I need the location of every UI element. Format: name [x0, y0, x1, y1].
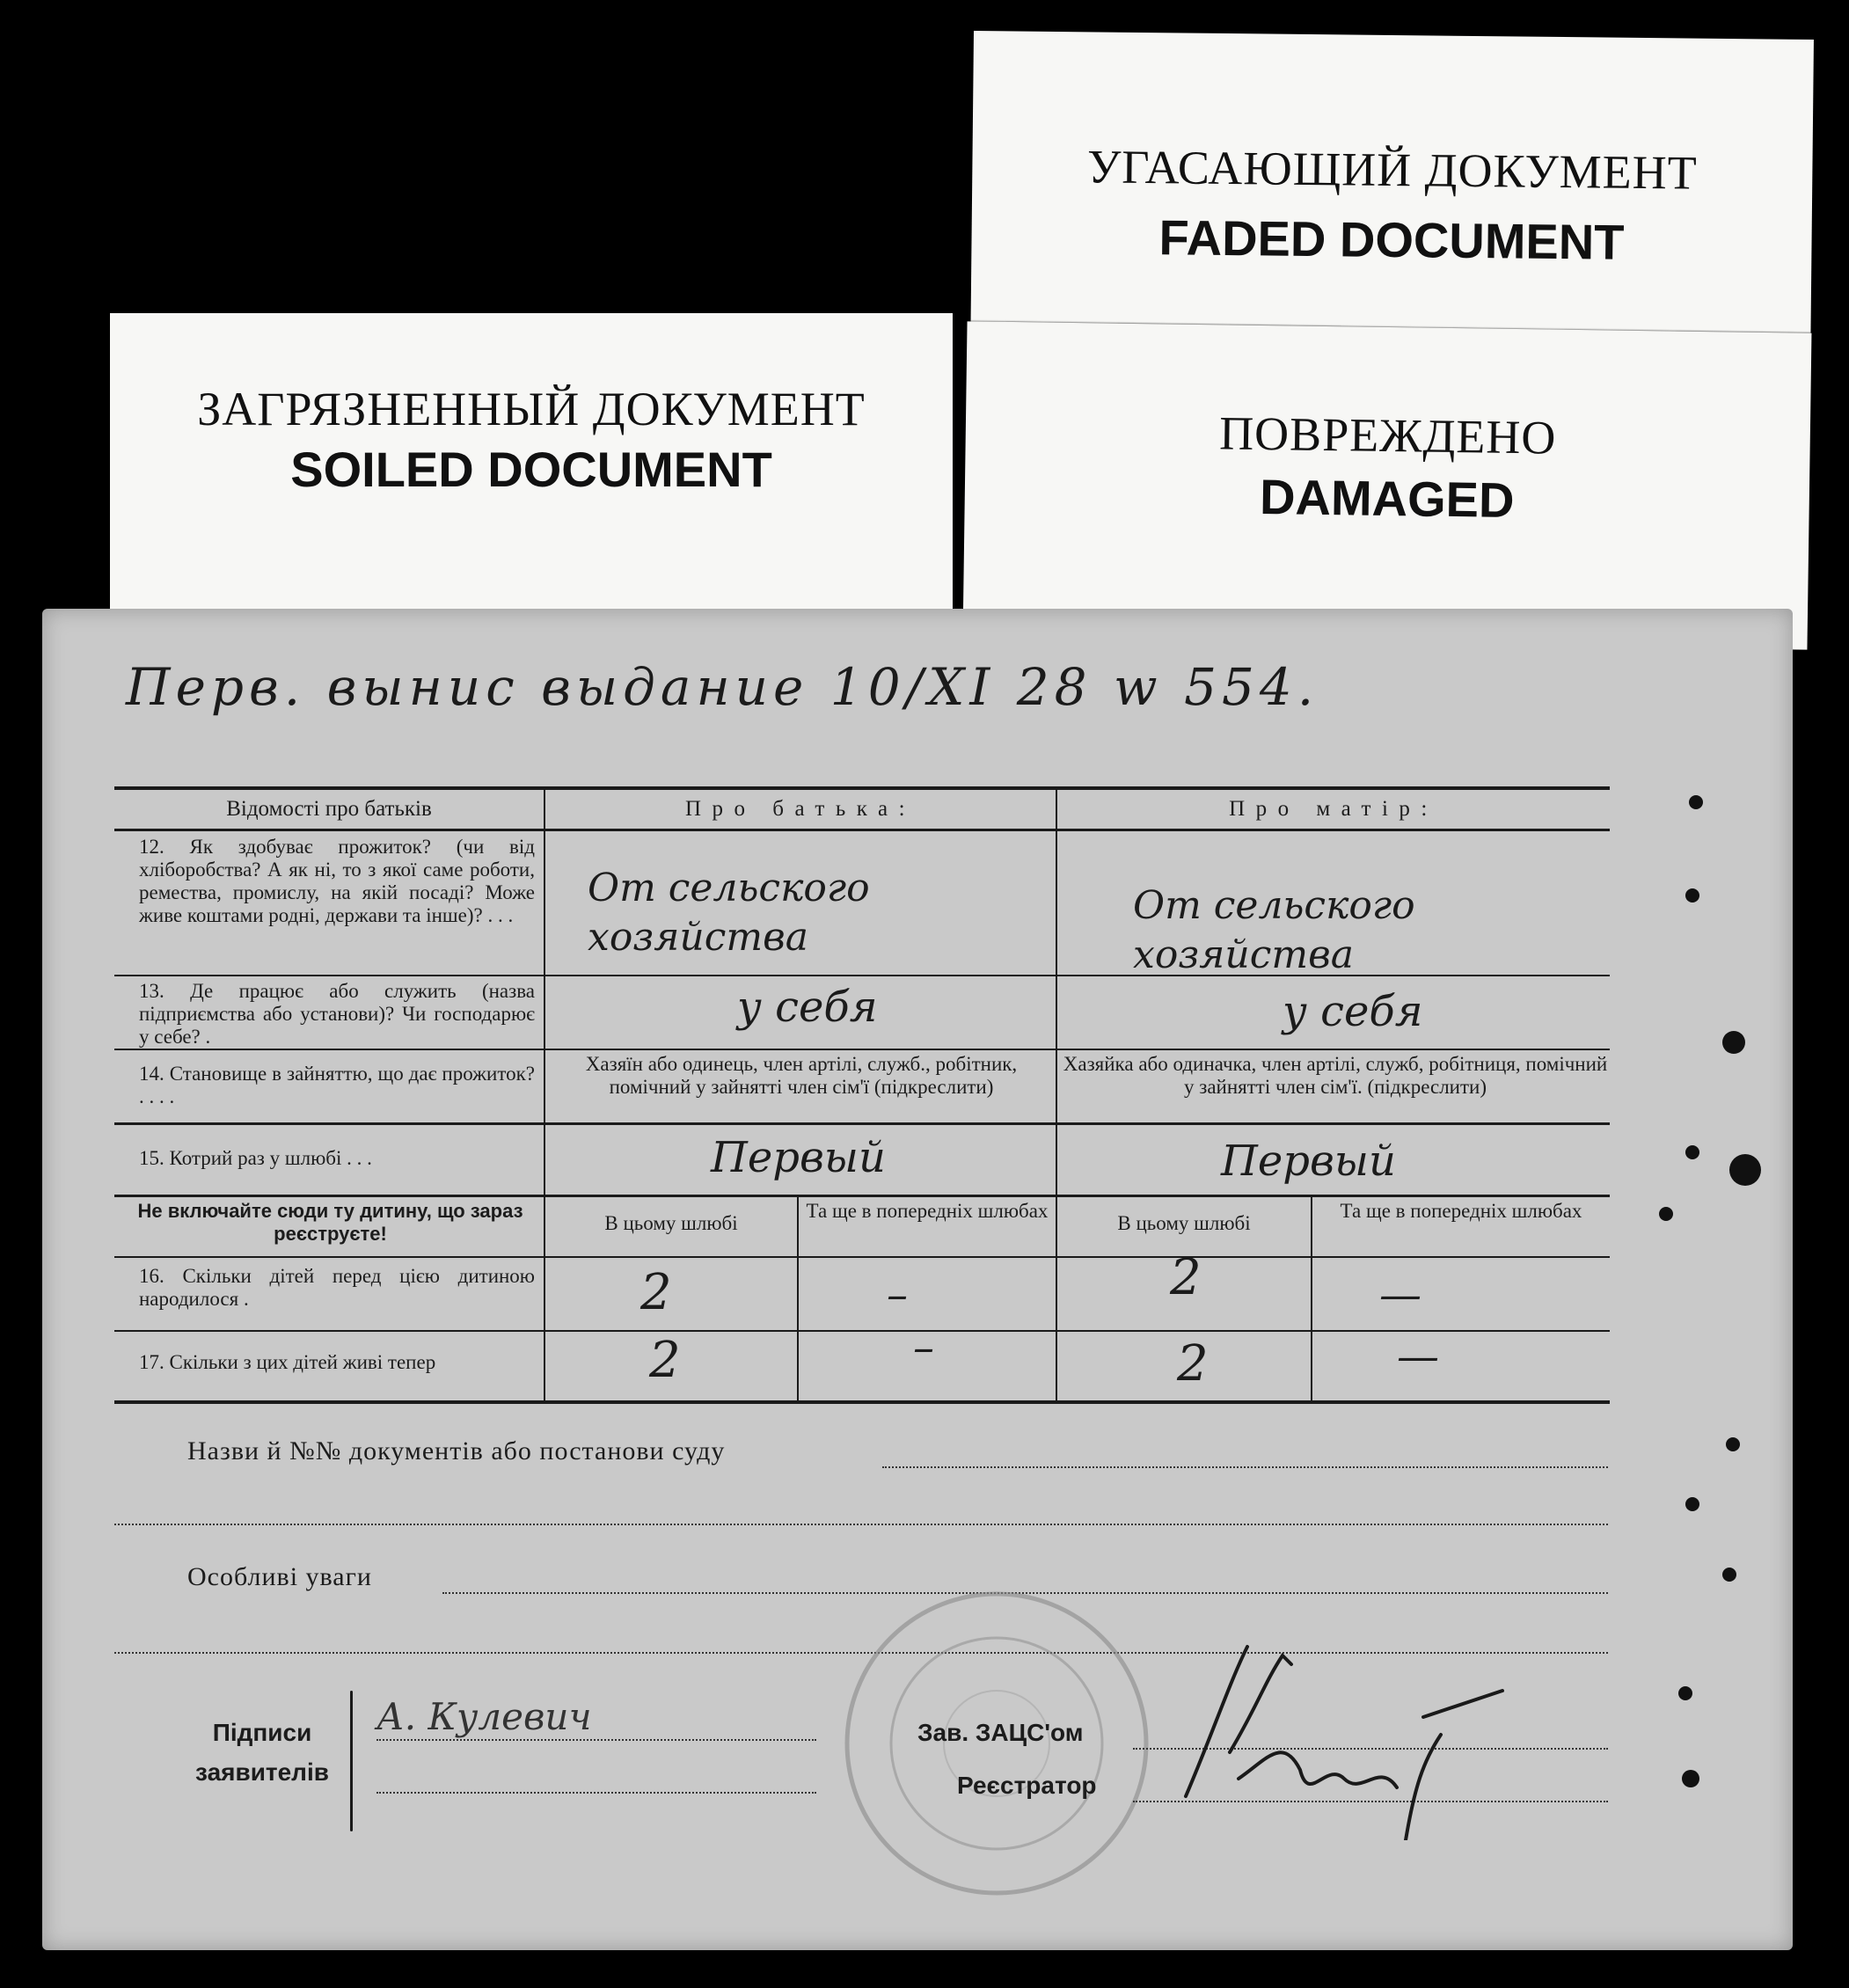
- punch-hole: [1682, 1770, 1699, 1787]
- damaged-flag-ru: ПОВРЕЖДЕНО: [1218, 406, 1557, 464]
- signature-bracket: [350, 1691, 353, 1831]
- answer-15-mother: Первый: [1221, 1137, 1396, 1186]
- registry-card: [42, 609, 1793, 1950]
- question-15: 15. Котрий раз у шлюбі . . .: [139, 1147, 372, 1169]
- answer-17-mother-prev: —: [1397, 1332, 1439, 1381]
- punch-hole: [1685, 1145, 1699, 1159]
- row-rule: [114, 1122, 1610, 1125]
- answer-17-father-this: 2: [649, 1332, 681, 1389]
- answer-14-father: Хазяїн або одинець, член артілі, служб., робітник, помічний у зайнятті член сім'ї (підкреслити): [585, 1053, 1018, 1098]
- col-rule: [1056, 786, 1057, 1402]
- punch-hole: [1722, 1568, 1736, 1582]
- answer-15-father: Первый: [711, 1133, 886, 1182]
- applicant-sig-line-1: [376, 1739, 816, 1741]
- faded-flag-ru: УГАСАЮЩИЙ ДОКУМЕНТ: [1086, 140, 1699, 200]
- punch-hole: [1722, 1031, 1745, 1054]
- col-rule: [544, 786, 545, 1402]
- table-bottom-rule: [114, 1400, 1610, 1404]
- remarks-label: Особливі уваги: [187, 1562, 372, 1591]
- header-col-parents: Відомості про батьків: [226, 797, 432, 821]
- punch-hole: [1659, 1207, 1673, 1221]
- registrar-label: Реєстратор: [957, 1772, 1097, 1799]
- applicants-label-1: Підписи: [212, 1719, 312, 1746]
- question-12: 12. Як здобуває прожиток? (чи від хліборобства? А як ні, то з якої саме роботи, ремества, промислу, на якій посаді? Може живе коштами родні, держави та інше)? . . .: [139, 836, 535, 926]
- soiled-flag-ru: ЗАГРЯЗНЕННЫЙ ДОКУМЕНТ: [197, 383, 866, 435]
- table-top-rule: [114, 786, 1610, 790]
- question-13: 13. Де працює або служить (назва підприємства або установи)? Чи господарює у себе? .: [139, 980, 535, 1048]
- documents-line-2: [114, 1524, 1608, 1525]
- answer-12-father: От сельского хозяйства: [588, 866, 870, 960]
- documents-label: Назви й №№ документів або постанови суду: [187, 1436, 726, 1465]
- punch-hole: [1689, 795, 1703, 809]
- table-header-rule: [114, 829, 1610, 831]
- answer-16-father-this: 2: [640, 1264, 672, 1321]
- answer-17-mother-this: 2: [1177, 1335, 1209, 1392]
- punch-hole: [1678, 1686, 1692, 1700]
- answer-14-mother: Хазяйка або одиначка, член артілі, служб, робітниця, помічний у зайнятті член сім'ї. (підкреслити): [1063, 1053, 1608, 1098]
- soiled-flag-en: SOILED DOCUMENT: [290, 442, 772, 497]
- col-mother-this-marriage: В цьому шлюбі: [1117, 1212, 1251, 1234]
- answer-16-mother-this: 2: [1170, 1249, 1202, 1306]
- applicant-signature: А. Кулевич: [376, 1695, 592, 1738]
- documents-line: [882, 1466, 1608, 1468]
- col-father-this-marriage: В цьому шлюбі: [604, 1212, 738, 1234]
- applicants-label-2: заявителів: [195, 1758, 329, 1786]
- faded-flag-en: FADED DOCUMENT: [1158, 209, 1625, 270]
- answer-16-father-prev: –: [887, 1270, 908, 1319]
- head-of-registry-label: Зав. ЗАЦС'ом: [917, 1719, 1084, 1746]
- row-rule: [114, 1195, 1610, 1197]
- answer-13-mother: у себя: [1283, 987, 1423, 1036]
- answer-13-father: у себя: [737, 983, 878, 1032]
- answer-12-mother: От сельского хозяйства: [1133, 883, 1415, 977]
- row-rule: [114, 1256, 1610, 1258]
- col-father-previous: Та ще в попередніх шлюбах: [806, 1200, 1049, 1222]
- handwritten-header: Перв. вынис выдание 10/XI 28 w 554.: [126, 657, 1319, 717]
- answer-17-father-prev: –: [913, 1323, 934, 1372]
- question-17: 17. Скільки з цих дітей живі тепер: [139, 1351, 436, 1373]
- row-rule: [114, 1330, 1610, 1332]
- header-col-father: Про батька:: [684, 797, 917, 821]
- damaged-document-flag: [963, 321, 1812, 649]
- question-14: 14. Становище в зайняттю, що дає прожиток? . . . .: [139, 1063, 535, 1107]
- punch-hole: [1685, 888, 1699, 903]
- punch-hole: [1685, 1497, 1699, 1511]
- col-rule: [797, 1195, 799, 1402]
- punch-hole: [1726, 1437, 1740, 1451]
- punch-hole: [1729, 1154, 1761, 1186]
- answer-16-mother-prev: —: [1379, 1270, 1421, 1319]
- row-rule: [114, 1049, 1610, 1050]
- damaged-flag-en: DAMAGED: [1259, 468, 1515, 529]
- applicant-sig-line-2: [376, 1792, 816, 1794]
- header-col-mother: Про матір:: [1229, 797, 1438, 821]
- children-note: Не включайте сюди ту дитину, що зараз реєструєте!: [137, 1200, 523, 1245]
- col-mother-previous: Та ще в попередніх шлюбах: [1340, 1200, 1582, 1222]
- soiled-document-flag: [110, 313, 953, 647]
- registrar-signature: [1133, 1629, 1511, 1840]
- question-16: 16. Скільки дітей перед цією дитиною народилося .: [139, 1265, 535, 1310]
- col-rule: [1311, 1195, 1312, 1402]
